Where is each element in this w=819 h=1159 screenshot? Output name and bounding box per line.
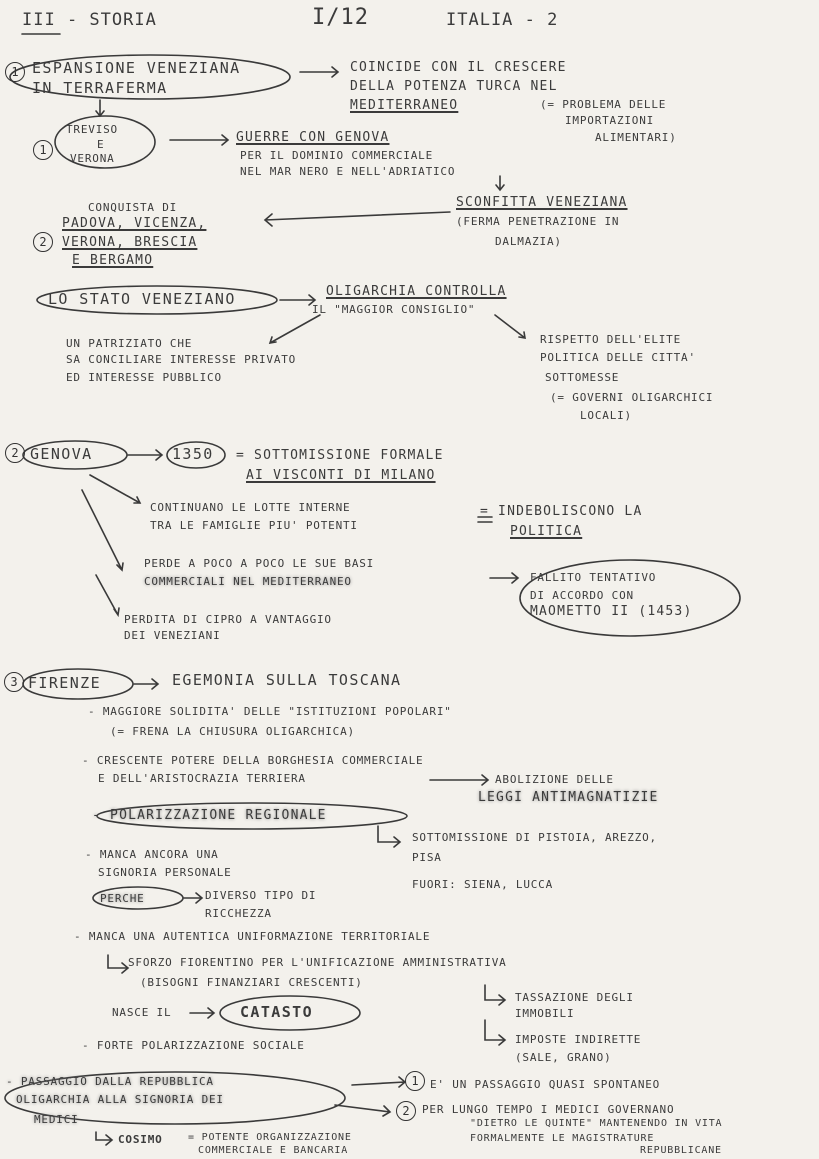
section-number: 2 (5, 443, 25, 463)
coincide-line1: COINCIDE CON IL CRESCERE (350, 60, 567, 75)
cipro-line1: PERDITA DI CIPRO A VANTAGGIO (124, 613, 332, 626)
bisogni: (BISOGNI FINANZIARI CRESCENTI) (140, 976, 363, 989)
stato-veneziano: LO STATO VENEZIANO (48, 290, 236, 308)
diverso-line2: RICCHEZZA (205, 907, 272, 920)
patriziato-line3: ED INTERESSE PUBBLICO (66, 371, 222, 384)
dietro-line2: FORMALMENTE LE MAGISTRATURE (470, 1133, 655, 1144)
abolizione-line1: ABOLIZIONE DELLE (495, 773, 614, 786)
page-number: I/12 (312, 5, 369, 30)
dietro-line1: "DIETRO LE QUINTE" MANTENENDO IN VITA (470, 1118, 723, 1129)
uniformazione: - MANCA UNA AUTENTICA UNIFORMAZIONE TERRITORIALE (74, 930, 431, 943)
solidita-line1: - MAGGIORE SOLIDITA' DELLE "ISTITUZIONI POPOLARI" (88, 705, 452, 718)
conquista-line2: PADOVA, VICENZA, (62, 216, 207, 231)
diverso-line1: DIVERSO TIPO DI (205, 889, 317, 902)
rispetto-line5: LOCALI) (580, 409, 632, 422)
conquista-line3: VERONA, BRESCIA (62, 235, 198, 250)
lotte-line2: TRA LE FAMIGLIE PIU' POTENTI (150, 519, 358, 532)
year-1350: 1350 (172, 445, 214, 463)
solidita-line2: (= FRENA LA CHIUSURA OLIGARCHICA) (110, 725, 355, 738)
abolizione-line2: LEGGI ANTIMAGNATIZIE (478, 790, 659, 805)
cosimo: COSIMO (118, 1133, 163, 1146)
problema-line1: (= PROBLEMA DELLE (540, 98, 667, 111)
sconfitta-line3: DALMAZIA) (495, 235, 562, 248)
topic-label: ITALIA - 2 (446, 10, 559, 30)
dietro-line3: REPUBBLICANE (640, 1145, 722, 1156)
patriziato-line1: UN PATRIZIATO CHE (66, 337, 193, 350)
fallito-line1: FALLITO TENTATIVO (530, 571, 657, 584)
nasce: NASCE IL (112, 1006, 172, 1019)
problema-line3: ALIMENTARI) (595, 131, 677, 144)
treviso-line1: TREVISO (66, 123, 118, 136)
cosimo-def-line2: COMMERCIALE E BANCARIA (198, 1145, 349, 1156)
treviso-line3: VERONA (70, 152, 115, 165)
point-number: 2 (396, 1101, 416, 1121)
guerre-line1: GUERRE CON GENOVA (236, 130, 390, 145)
section-number: 3 (4, 672, 24, 692)
step-number: 1 (33, 140, 53, 160)
guerre-line3: NEL MAR NERO E NELL'ADRIATICO (240, 165, 456, 178)
passaggio-line1: - PASSAGGIO DALLA REPUBBLICA (6, 1075, 214, 1088)
oligarchia-line2: IL "MAGGIOR CONSIGLIO" (312, 303, 476, 316)
catasto: CATASTO (240, 1003, 314, 1021)
treviso-line2: E (97, 138, 105, 151)
rispetto-line4: (= GOVERNI OLIGARCHICI (550, 391, 714, 404)
rispetto-line2: POLITICA DELLE CITTA' (540, 351, 696, 364)
firenze-title: FIRENZE (28, 674, 102, 692)
passaggio-line3: MEDICI (34, 1113, 79, 1126)
section-label: III - STORIA (22, 10, 157, 30)
fallito-line3: MAOMETTO II (1453) (530, 604, 693, 619)
sconfitta-line2: (FERMA PENETRAZIONE IN (456, 215, 620, 228)
rispetto-line1: RISPETTO DELL'ELITE (540, 333, 682, 346)
sottomissione-line2: PISA (412, 851, 442, 864)
egemonia: EGEMONIA SULLA TOSCANA (172, 671, 402, 689)
tassazione-line1: TASSAZIONE DEGLI (515, 991, 634, 1004)
coincide-line2: DELLA POTENZA TURCA NEL (350, 79, 558, 94)
indeboliscono-line1: = INDEBOLISCONO LA (480, 504, 643, 519)
coincide-line3: MEDITERRANEO (350, 98, 459, 113)
perche: PERCHE (100, 892, 145, 905)
lotte-line1: CONTINUANO LE LOTTE INTERNE (150, 501, 351, 514)
step-number: 2 (33, 232, 53, 252)
point-1: E' UN PASSAGGIO QUASI SPONTANEO (430, 1078, 661, 1091)
indeboliscono-line2: POLITICA (510, 524, 583, 539)
imposte-line1: IMPOSTE INDIRETTE (515, 1033, 642, 1046)
manca-line2: SIGNORIA PERSONALE (98, 866, 232, 879)
cipro-line2: DEI VENEZIANI (124, 629, 221, 642)
sconfitta-line1: SCONFITTA VENEZIANA (456, 195, 628, 210)
sottomissione-line1: SOTTOMISSIONE DI PISTOIA, AREZZO, (412, 831, 657, 844)
sforzo: SFORZO FIORENTINO PER L'UNIFICAZIONE AMMINISTRATIVA (128, 956, 507, 969)
patriziato-line2: SA CONCILIARE INTERESSE PRIVATO (66, 353, 297, 366)
sottomissione-line2: AI VISCONTI DI MILANO (246, 468, 436, 483)
oligarchia-line1: OLIGARCHIA CONTROLLA (326, 284, 507, 299)
section-number: 1 (5, 62, 25, 82)
problema-line2: IMPORTAZIONI (565, 114, 655, 127)
crescente-line1: - CRESCENTE POTERE DELLA BORGHESIA COMMERCIALE (82, 754, 424, 767)
rispetto-line3: SOTTOMESSE (545, 371, 620, 384)
sottomissione-line1: = SOTTOMISSIONE FORMALE (236, 448, 444, 463)
forte: - FORTE POLARIZZAZIONE SOCIALE (82, 1039, 305, 1052)
crescente-line2: E DELL'ARISTOCRAZIA TERRIERA (98, 772, 306, 785)
fuori: FUORI: SIENA, LUCCA (412, 878, 554, 891)
point-number: 1 (405, 1071, 425, 1091)
venezia-title-line2: IN TERRAFERMA (32, 79, 168, 97)
venezia-title-line1: ESPANSIONE VENEZIANA (32, 59, 241, 77)
point-2: PER LUNGO TEMPO I MEDICI GOVERNANO (422, 1103, 675, 1116)
guerre-line2: PER IL DOMINIO COMMERCIALE (240, 149, 433, 162)
tassazione-line2: IMMOBILI (515, 1007, 575, 1020)
perde-line2: COMMERCIALI NEL MEDITERRANEO (144, 575, 352, 588)
conquista-line1: CONQUISTA DI (88, 201, 178, 214)
conquista-line4: E BERGAMO (72, 253, 154, 268)
passaggio-line2: OLIGARCHIA ALLA SIGNORIA DEI (16, 1093, 224, 1106)
polarizzazione: - POLARIZZAZIONE REGIONALE (92, 808, 327, 823)
imposte-line2: (SALE, GRANO) (515, 1051, 612, 1064)
perde-line1: PERDE A POCO A POCO LE SUE BASI (144, 557, 375, 570)
manca-line1: - MANCA ANCORA UNA (85, 848, 219, 861)
fallito-line2: DI ACCORDO CON (530, 589, 634, 602)
genova-title: GENOVA (30, 445, 93, 463)
cosimo-def-line1: = POTENTE ORGANIZZAZIONE (188, 1132, 352, 1143)
